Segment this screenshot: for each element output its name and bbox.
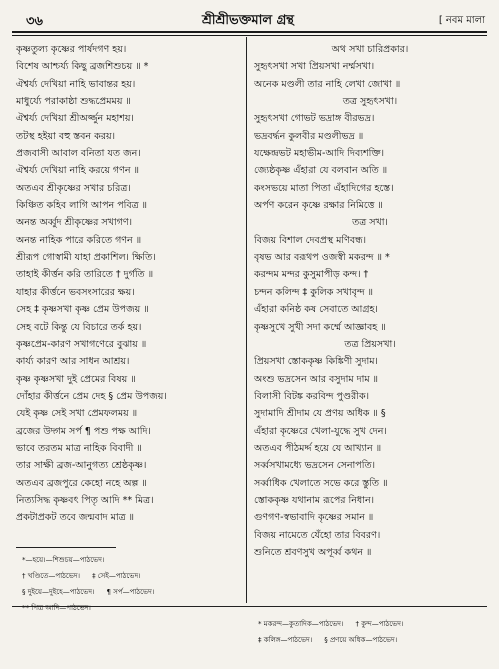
verse-line: প্রিয়সখা স্তোককৃষ্ণ কিঙ্কিণী সুদাম।	[254, 356, 378, 368]
verse-line: তাহাই কীর্ত্তন করি তারিতে † দুর্গতি ॥	[16, 269, 154, 281]
page-number: ৩৬	[26, 14, 43, 29]
verse-line: বিজয় নামেতে যেঁহো তার বিবরণ।	[254, 529, 381, 541]
footnote: ¶ সর্প—পাঠভেদ।	[106, 588, 155, 596]
section-heading: তত্র সুহৃৎসখা।	[342, 96, 398, 108]
footnote: ** পিত্র আদি—পাঠভেদ।	[22, 604, 91, 612]
footnote: ‡ কলিঙ্গ—পাঠভেদ।	[258, 636, 313, 644]
verse-line: বিলাসী বিটঙ্ক করবিন্দ পুণ্ডরীক।	[254, 390, 370, 402]
verse-line: তার সাক্ষী ব্রজ-আনুগত্য শ্রেষ্ঠকৃষ্ণ।	[16, 460, 147, 472]
footnote-row	[22, 552, 242, 568]
verse-line: অতএব ব্রজপুরে কেহো নহে অল্প ॥	[16, 477, 147, 489]
footnotes-right	[258, 616, 493, 648]
verse-line: বৃষভ আর বরূথপ ওজস্বী মকরন্দ ॥ *	[254, 252, 390, 264]
verse-line: জ্যেষ্ঠকৃষ্ণ এঁহারা যে বলবান অতি ॥	[254, 165, 388, 177]
volume-label: [ নবম মালা	[438, 15, 485, 26]
verse-line: যাহার কীর্ত্তনে ভবসংসারের ক্ষয়।	[16, 286, 135, 298]
footnote: § দুইয়ে—দুইহে—পাঠভেদ।	[22, 588, 95, 596]
verse-line: তটস্থ হইয়া বহু স্তবন করয়।	[16, 130, 115, 142]
header-rule-thin	[12, 35, 487, 36]
verse-line: সেহ ‡ কৃষ্ণসখা কৃষ্ণ প্রেম উপজয় ॥	[16, 304, 149, 316]
verse-line: কৃষ্ণতুল্য কৃষ্ণের পার্ষদগণ হয়।	[16, 44, 127, 55]
verse-line: অর্পণ করেন কৃষ্ণে রক্ষার নিমিত্তে ॥	[254, 200, 383, 212]
verse-line: বিজয় বিশাল দেবপ্রস্থ মণিবন্ধ।	[254, 234, 367, 246]
verse-line: প্রজবাসী আবাল বনিতা যত জন।	[16, 148, 141, 160]
left-column	[16, 41, 240, 527]
verse-line: ব্রজের উদ্গম সর্প ¶ পশু পক্ষ আদি।	[16, 425, 151, 437]
verse-line: মাধুর্য্যে পরাকাষ্ঠা শুদ্ধপ্রেমময় ॥	[16, 96, 131, 108]
verse-line: কংসভয়ে মাতা পিতা এঁহাদিগের হস্তে।	[254, 182, 394, 194]
footnote-row	[22, 568, 242, 584]
footnote: § প্রণয়ে অধিক—পাঠভেদ।	[324, 636, 398, 644]
right-column	[254, 41, 486, 561]
footnote-rule-left	[16, 547, 116, 548]
footnote: *—হয়ে।—শিশুচয়—পাঠভেদ।	[22, 556, 105, 564]
verse-line: গুণগণ-স্বভাবাদি কৃষ্ণের সমান ॥	[254, 512, 374, 524]
page-header	[12, 8, 487, 32]
verse-line: অনেক মণ্ডলী তার নাহি লেখা জোখা ॥	[254, 78, 401, 90]
verse-line: কৃষ্ণপ্রেম-কারণ সখাগণেরে বুঝায় ॥	[16, 338, 147, 350]
verse-line: অতএব শ্রীকৃষ্ণের সখার চরিত্র।	[16, 182, 131, 194]
verse-line: নিত্যসিদ্ধ কৃষ্ণবৎ পিতৃ আদি ** মিত্র।	[16, 494, 154, 506]
verse-line: শুনিতে শ্রবণসুখ অপূর্ব্ব কথন ॥	[254, 546, 372, 558]
verse-line: প্রকটাপ্রকট তবে জন্মবাদ মাত্র ॥	[16, 512, 134, 524]
verse-line: করন্দম মন্দর কুসুমাপীড় কন্দ। †	[254, 269, 369, 281]
verse-line: সর্ব্বসখামধ্যে ভদ্রসেন সেনাপতি।	[254, 460, 376, 472]
header-rule	[12, 31, 487, 33]
verse-line: কার্য্য কারণ আর সাধন আশ্রয়।	[16, 356, 130, 368]
footnote: † কুন্দ—পাঠভেদ।	[355, 620, 404, 628]
verse-line: সুদামাদি শ্রীদাম যে প্রণয় অধিক ॥ §	[254, 408, 386, 420]
section-heading: অথ সখা চারিপ্রকার।	[331, 44, 409, 55]
column-bottom-rule	[12, 606, 487, 607]
footnote-row	[22, 600, 242, 616]
verse-line: সুহৃৎসখা গোভট ভদ্রাঙ্গ বীরভদ্র।	[254, 113, 375, 125]
verse-line: কৃষ্ণসুখে সুখী সদা কর্ম্মে আজ্ঞাবহ ॥	[254, 321, 386, 333]
verse-line: ঐশ্বর্য্য দেখিয়া শ্রীঅর্জ্জুন মহাশয়।	[16, 113, 134, 125]
verse-line: বিশেষ আশ্চর্য্য কিছু ব্রজশিশুচয় ॥ *	[16, 61, 149, 73]
verse-line: এঁহারা কনিষ্ঠ কষ সেবাতে আগ্রহ।	[254, 304, 378, 316]
verse-line: চন্দন কলিন্দ ‡ কুলিক সখাবৃন্দ ॥	[254, 286, 373, 298]
verse-line: যক্ষেন্দ্রভট মহাভীম-আদি দিব্যশক্তি।	[254, 148, 384, 160]
verse-line: শ্রীরূপ গোস্বামী যাহা প্রকাশিল। ক্ষিতি।	[16, 252, 156, 264]
verse-line: যেই কৃষ্ণ সেই সখা প্রেমফলময় ॥	[16, 408, 138, 420]
verse-line: দোঁহার কীর্ত্তনে প্রেম দেহ § প্রেম উপজয়।	[16, 390, 167, 402]
section-heading: তত্র সখা।	[352, 217, 388, 229]
column-divider	[246, 37, 247, 603]
footnote-row	[258, 632, 493, 648]
verse-line: সুহৃৎসখা সখা প্রিয়সখা নর্ম্মসখা।	[254, 61, 375, 73]
footnote-row	[258, 616, 493, 632]
verse-line: ভাবে তরতম মাত্র নাহিক বিবাদী ॥	[16, 442, 142, 454]
verse-line: অংশু ভদ্রসেন আর বসুদাম দাম ॥	[254, 373, 379, 385]
verse-line: ঐশ্বর্য্য দেখিয়া নাহি করয়ে গণন ॥	[16, 165, 139, 177]
verse-line: ভদ্রবর্দ্ধন কুলবীর মণ্ডলীভদ্র ॥	[254, 130, 364, 142]
verse-line: সর্ব্বাধিক খেলাতে সভে করে স্তুতি ॥	[254, 477, 388, 489]
footnote: * মকরন্দ—কুতাদিক—পাঠভেদ।	[258, 620, 344, 628]
verse-line: অনন্ত নাহিক পারে করিতে গণন ॥	[16, 234, 142, 246]
verse-line: কৃষ্ণ কৃষ্ণসখা দুই প্রেমের বিষয় ॥	[16, 373, 136, 385]
section-heading: তত্র প্রিয়সখা।	[344, 338, 396, 350]
verse-line: অনন্ত অর্ব্বুদ শ্রীকৃষ্ণের সখাগণ।	[16, 217, 133, 229]
verse-line: কিঞ্চিত কহিব লাগি আপন পবিত্র ॥	[16, 200, 148, 212]
footnote: ‡ সেই—পাঠভেদ।	[92, 572, 141, 580]
running-title: শ্রীশ্রীভক্তমাল গ্রন্থ	[202, 13, 294, 28]
verse-line: সেহ বটে কিন্তু যে বিচারে তর্ক হয়।	[16, 321, 142, 333]
footnote-row	[22, 584, 242, 600]
verse-line: অতএব পীঠমর্দ্দ হয়ে যে আখ্যান ॥	[254, 442, 382, 454]
footnote: † খণ্ডিতে—পাঠভেদ।	[22, 572, 81, 580]
verse-line: ঐশ্বর্য্য দেখিয়া নাহি ভাবান্তর হয়।	[16, 78, 136, 90]
verse-line: এঁহারা কৃষ্ণেরে খেলা-যুদ্ধে সুখ দেন।	[254, 425, 387, 437]
verse-line: স্তোককৃষ্ণ যথানাম রূপের নিধান।	[254, 494, 375, 506]
